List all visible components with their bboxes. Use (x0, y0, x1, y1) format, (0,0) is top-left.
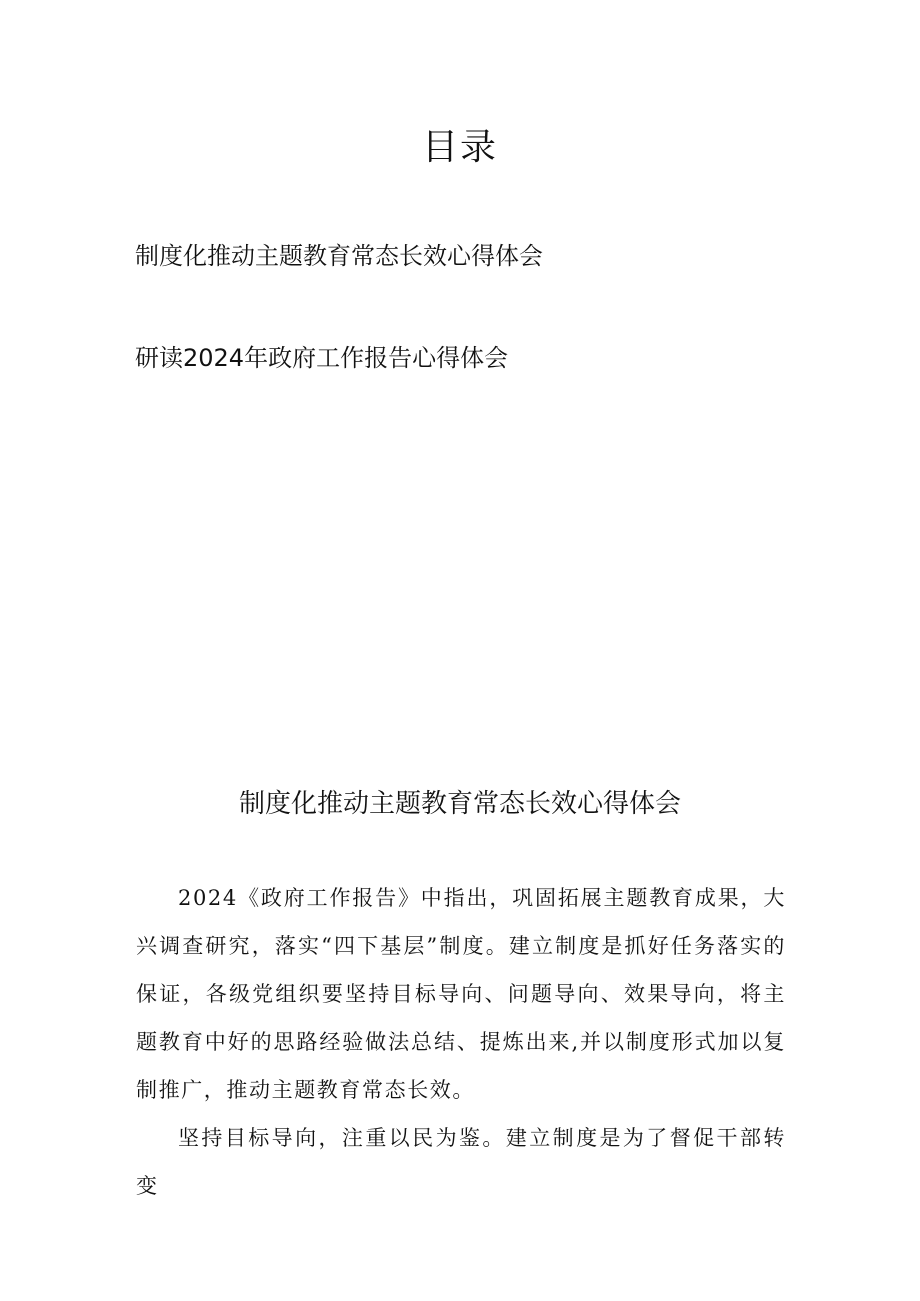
article-title: 制度化推动主题教育常态长效心得体会 (238, 789, 681, 819)
body-paragraph-2: 坚持目标导向，注重以民为鉴。建立制度是为了督促干部转变 (136, 1126, 786, 1198)
toc-title: 目录 (421, 127, 498, 168)
toc-item-2[interactable]: 研读2024年政府工作报告心得体会 (135, 344, 509, 372)
body-paragraph-1: 2024《政府工作报告》中指出，巩固拓展主题教育成果，大兴调查研究，落实“四下基层”制度。建立制度是抓好任务落实的保证，各级党组织要坚持目标导向、问题导向、效果导向，将主题教育中好的思路经验做法总结、提炼出来,并以制度形式加以复制推广，推动主题教育常态长效。 (136, 886, 786, 1102)
toc-item-1[interactable]: 制度化推动主题教育常态长效心得体会 (135, 242, 543, 270)
